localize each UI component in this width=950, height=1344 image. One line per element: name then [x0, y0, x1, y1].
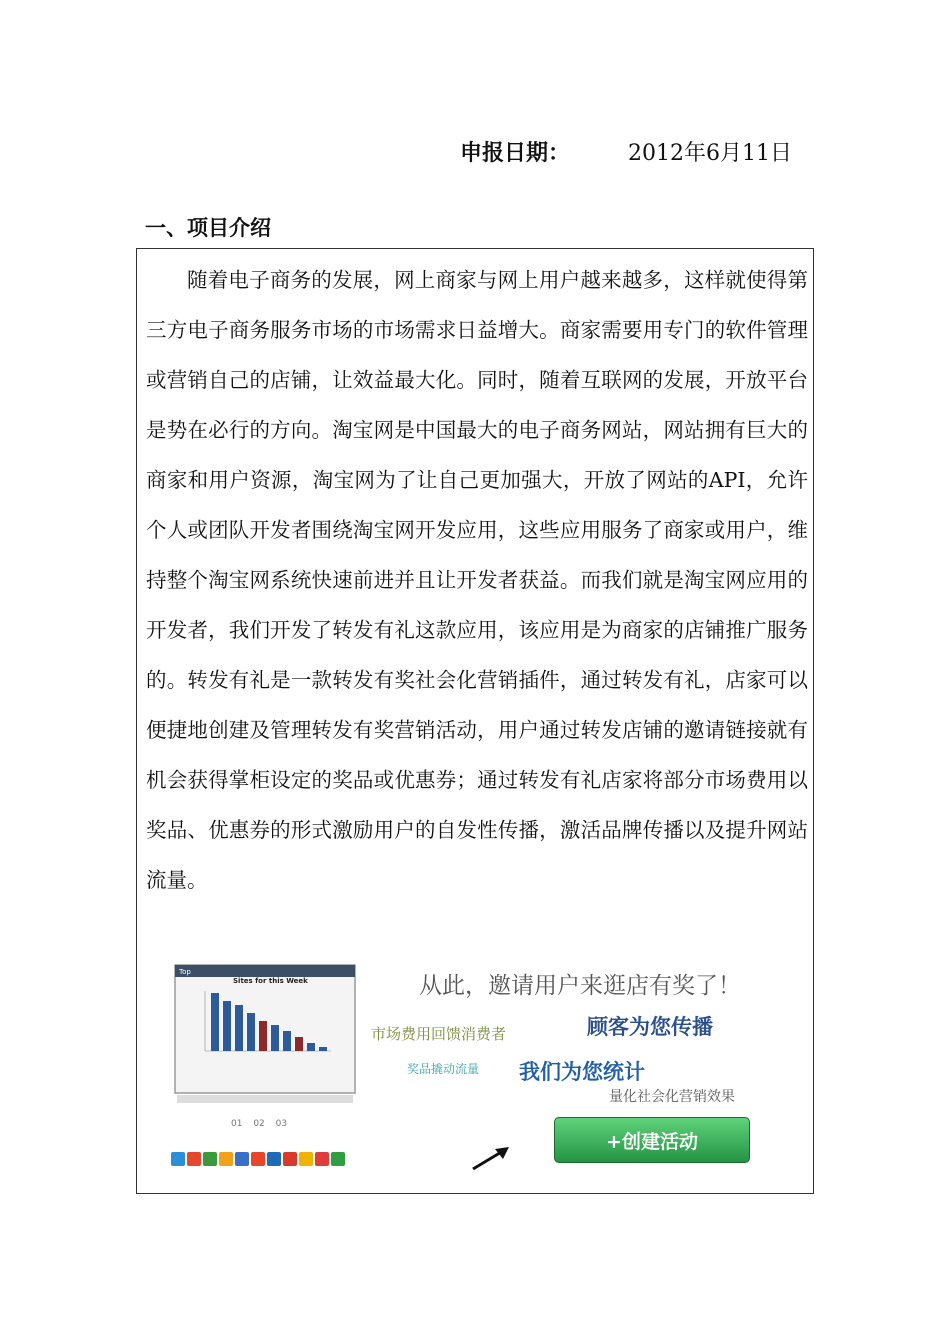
- date-value: 2012年6月11日: [628, 141, 792, 166]
- section-title: 一、项目介绍: [145, 215, 271, 240]
- social-share-icon[interactable]: [283, 1152, 297, 1166]
- share-icons: [171, 1152, 345, 1166]
- banner-line-blue-1: 顾客为您传播: [587, 1015, 713, 1039]
- date-line: [460, 136, 792, 167]
- create-activity-button[interactable]: +创建活动: [554, 1117, 750, 1163]
- social-share-icon[interactable]: [267, 1152, 281, 1166]
- chart-tab-label: Top: [179, 968, 191, 976]
- date-label: 申报日期：: [460, 140, 571, 166]
- social-share-icon[interactable]: [219, 1152, 233, 1166]
- page-dots[interactable]: [231, 1119, 295, 1129]
- social-share-icon[interactable]: [203, 1152, 217, 1166]
- content-box: [136, 248, 814, 1194]
- body-text: [146, 255, 808, 905]
- page-dot[interactable]: 03: [275, 1119, 288, 1129]
- chart-title: Sites for this Week: [233, 977, 308, 985]
- arrow-icon: [469, 1143, 513, 1173]
- mini-chart-image: [171, 961, 359, 1111]
- paragraph: 随着电子商务的发展，网上商家与网上用户越来越多，这样就使得第三方电子商务服务市场的市场需求日益增大。商家需要用专门的软件管理或营销自己的店铺，让效益最大化。同时，随着互联网的发展，开放平台是势在必行的方向。淘宝网是中国最大的电子商务网站，网站拥有巨大的商家和用户资源，淘宝网为了让自己更加强大，开放了网站的API，允许个人或团队开发者围绕淘宝网开发应用，这些应用服务了商家或用户，维持整个淘宝网系统快速前进并且让开发者获益。而我们就是淘宝网应用的开发者，我们开发了转发有礼这款应用，该应用是为商家的店铺推广服务的。转发有礼是一款转发有奖社会化营销插件，通过转发有礼，店家可以便捷地创建及管理转发有奖营销活动，用户通过转发店铺的邀请链接就有机会获得掌柜设定的奖品或优惠券；通过转发有礼店家将部分市场费用以奖品、优惠券的形式激励用户的自发性传播，激活品牌传播以及提升网站流量。: [146, 268, 808, 892]
- social-share-icon[interactable]: [171, 1152, 185, 1166]
- banner-headline: 从此，邀请用户来逛店有奖了！: [419, 973, 741, 999]
- promo-banner: [161, 957, 801, 1187]
- social-share-icon[interactable]: [299, 1152, 313, 1166]
- banner-line-gray: 量化社会化营销效果: [609, 1089, 735, 1105]
- social-share-icon[interactable]: [331, 1152, 345, 1166]
- social-share-icon[interactable]: [187, 1152, 201, 1166]
- page-dot[interactable]: 01: [231, 1119, 243, 1129]
- social-share-icon[interactable]: [251, 1152, 265, 1166]
- page-dot[interactable]: 02: [253, 1119, 265, 1129]
- social-share-icon[interactable]: [315, 1152, 329, 1166]
- social-share-icon[interactable]: [235, 1152, 249, 1166]
- banner-line-green: 市场费用回馈消费者: [371, 1025, 507, 1043]
- banner-line-blue-2: 我们为您统计: [519, 1060, 645, 1084]
- banner-line-small: 奖品撬动流量: [407, 1062, 480, 1076]
